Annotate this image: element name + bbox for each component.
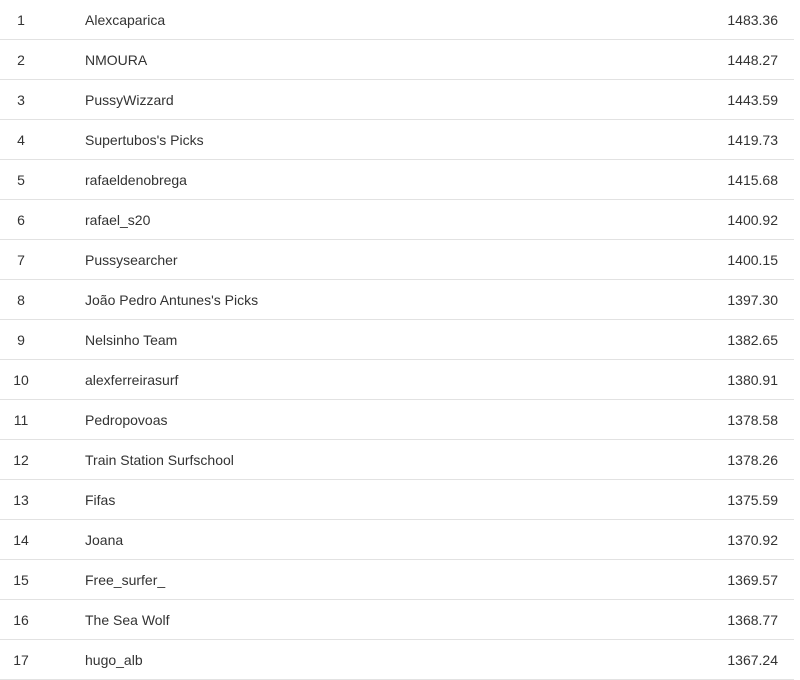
team-name-cell: Train Station Surfschool: [85, 451, 234, 468]
team-name-cell: Nelsinho Team: [85, 331, 178, 348]
team-name-cell: rafael_s20: [85, 211, 151, 228]
score-cell: 1369.57: [727, 571, 778, 588]
score-cell: 1400.15: [727, 251, 778, 268]
table-row[interactable]: [0, 80, 794, 120]
score-cell: 1368.77: [727, 611, 778, 628]
team-name-cell: Joana: [85, 531, 124, 548]
table-row[interactable]: [0, 400, 794, 440]
team-name-cell: rafaeldenobrega: [85, 171, 187, 188]
rank-cell: 8: [17, 291, 25, 308]
rank-cell: 13: [13, 491, 29, 508]
team-name-cell: The Sea Wolf: [85, 611, 170, 628]
table-row[interactable]: [0, 160, 794, 200]
table-row[interactable]: [0, 40, 794, 80]
rank-cell: 6: [17, 211, 25, 228]
table-row[interactable]: [0, 320, 794, 360]
team-name-cell: PussyWizzard: [85, 91, 174, 108]
team-name-cell: Pussysearcher: [85, 251, 178, 268]
score-cell: 1419.73: [727, 131, 778, 148]
table-row[interactable]: [0, 560, 794, 600]
score-cell: 1382.65: [727, 331, 778, 348]
rank-cell: 1: [17, 11, 25, 28]
rank-cell: 5: [17, 171, 25, 188]
team-name-cell: Free_surfer_: [85, 571, 166, 588]
rank-cell: 16: [13, 611, 29, 628]
rank-cell: 14: [13, 531, 29, 548]
team-name-cell: alexferreirasurf: [85, 371, 179, 388]
rank-cell: 11: [13, 411, 29, 428]
table-row[interactable]: [0, 360, 794, 400]
table-row[interactable]: [0, 480, 794, 520]
score-cell: 1415.68: [727, 171, 778, 188]
table-row[interactable]: [0, 280, 794, 320]
score-cell: 1370.92: [727, 531, 778, 548]
team-name-cell: Supertubos's Picks: [85, 131, 204, 148]
rank-cell: 17: [13, 651, 29, 668]
team-name-cell: Alexcaparica: [85, 11, 166, 28]
team-name-cell: hugo_alb: [85, 651, 143, 668]
score-cell: 1375.59: [727, 491, 778, 508]
rank-cell: 12: [13, 451, 29, 468]
score-cell: 1380.91: [727, 371, 778, 388]
table-row[interactable]: [0, 440, 794, 480]
score-cell: 1367.24: [727, 651, 778, 668]
rank-cell: 9: [17, 331, 25, 348]
score-cell: 1443.59: [727, 91, 778, 108]
rank-cell: 10: [13, 371, 29, 388]
table-row[interactable]: [0, 200, 794, 240]
table-row[interactable]: [0, 520, 794, 560]
table-row[interactable]: [0, 240, 794, 280]
team-name-cell: Pedropovoas: [85, 411, 168, 428]
table-row[interactable]: [0, 640, 794, 680]
score-cell: 1448.27: [727, 51, 778, 68]
rank-cell: 7: [17, 251, 25, 268]
table-row[interactable]: [0, 120, 794, 160]
score-cell: 1378.26: [727, 451, 778, 468]
rank-cell: 4: [17, 131, 25, 148]
rank-cell: 15: [13, 571, 29, 588]
table-row[interactable]: [0, 600, 794, 640]
team-name-cell: NMOURA: [85, 51, 148, 68]
team-name-cell: Fifas: [85, 491, 116, 508]
rank-cell: 3: [17, 91, 25, 108]
score-cell: 1483.36: [727, 11, 778, 28]
score-cell: 1397.30: [727, 291, 778, 308]
table-row[interactable]: [0, 0, 794, 40]
team-name-cell: João Pedro Antunes's Picks: [85, 291, 259, 308]
score-cell: 1378.58: [727, 411, 778, 428]
rank-cell: 2: [17, 51, 25, 68]
score-cell: 1400.92: [727, 211, 778, 228]
